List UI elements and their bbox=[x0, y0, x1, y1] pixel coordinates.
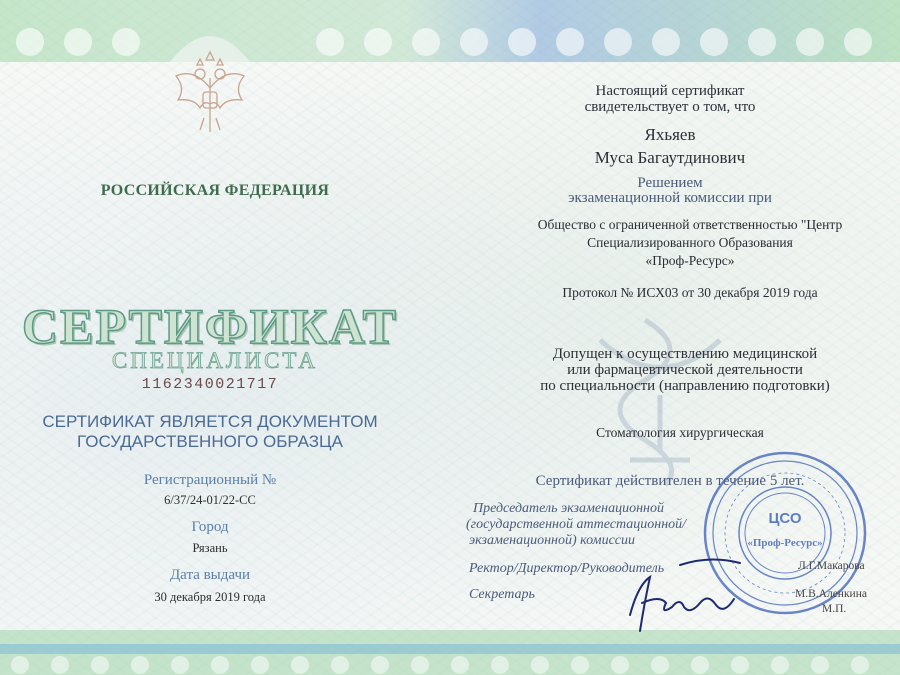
signatory-secretary-name: М.В.Аленкина bbox=[795, 588, 867, 600]
admission-line2: или фармацевтической деятельности bbox=[567, 362, 803, 378]
validity-line: Сертификат действителен в течение 5 лет. bbox=[535, 473, 805, 489]
certificate-title: СЕРТИФИКАТ bbox=[21, 298, 398, 354]
city-label: Город bbox=[191, 519, 229, 535]
handwritten-signature bbox=[620, 545, 760, 635]
organization-line1: Общество с ограниченной ответственностью "Центр bbox=[537, 217, 843, 232]
signatory-chair-name: Л.Г.Макарова bbox=[798, 560, 865, 572]
specialty-value: Стоматология хирургическая bbox=[596, 425, 764, 440]
serial-number: 1162340021717 bbox=[141, 376, 279, 393]
intro-line1: Настоящий сертификат bbox=[595, 83, 745, 99]
issue-date-value: 30 декабря 2019 года bbox=[154, 590, 266, 604]
seal-center-text: ЦСО bbox=[768, 510, 802, 527]
protocol-line: Протокол № ИСХ03 от 30 декабря 2019 года bbox=[562, 285, 818, 300]
chair-label-line3: экзаменационной) комиссии bbox=[469, 533, 635, 548]
seal-name-text: «Проф-Ресурс» bbox=[747, 537, 823, 549]
chair-label-line2: (государственной аттестационной/ bbox=[466, 517, 687, 532]
country-heading: РОССИЙСКАЯ ФЕДЕРАЦИЯ bbox=[100, 182, 330, 199]
chair-label-line1: Председатель экзаменационной bbox=[473, 501, 664, 516]
admission-line1: Допущен к осуществлению медицинской bbox=[552, 346, 818, 362]
holder-given-names: Муса Багаутдинович bbox=[594, 148, 746, 167]
secretary-label: Секретарь bbox=[469, 587, 535, 602]
document-status-line2: ГОСУДАРСТВЕННОГО ОБРАЗЦА bbox=[77, 432, 343, 451]
registration-label: Регистрационный № bbox=[143, 472, 277, 488]
rector-label: Ректор/Директор/Руководитель bbox=[469, 561, 665, 576]
registration-value: 6/37/24-01/22-СС bbox=[164, 493, 256, 507]
bottom-ornament-border bbox=[0, 630, 900, 675]
holder-surname: Яхьяев bbox=[644, 125, 696, 144]
issue-date-label: Дата выдачи bbox=[169, 567, 251, 583]
city-value: Рязань bbox=[192, 541, 228, 555]
organization-line3: «Проф-Ресурс» bbox=[645, 253, 735, 268]
document-status-line1: СЕРТИФИКАТ ЯВЛЯЕТСЯ ДОКУМЕНТОМ bbox=[42, 412, 378, 431]
intro-line2: свидетельствует о том, что bbox=[584, 99, 756, 115]
seal-place-mark: М.П. bbox=[822, 603, 847, 615]
eagle-emblem-icon bbox=[164, 48, 256, 140]
certificate-subtitle: СПЕЦИАЛИСТА bbox=[112, 348, 318, 373]
organization-line2: Специализированного Образования bbox=[587, 235, 793, 250]
admission-line3: по специальности (направлению подготовки) bbox=[540, 378, 830, 394]
top-ornament-border bbox=[0, 0, 900, 62]
decision-line2: экзаменационной комиссии при bbox=[568, 190, 772, 206]
decision-line1: Решением bbox=[637, 175, 703, 191]
